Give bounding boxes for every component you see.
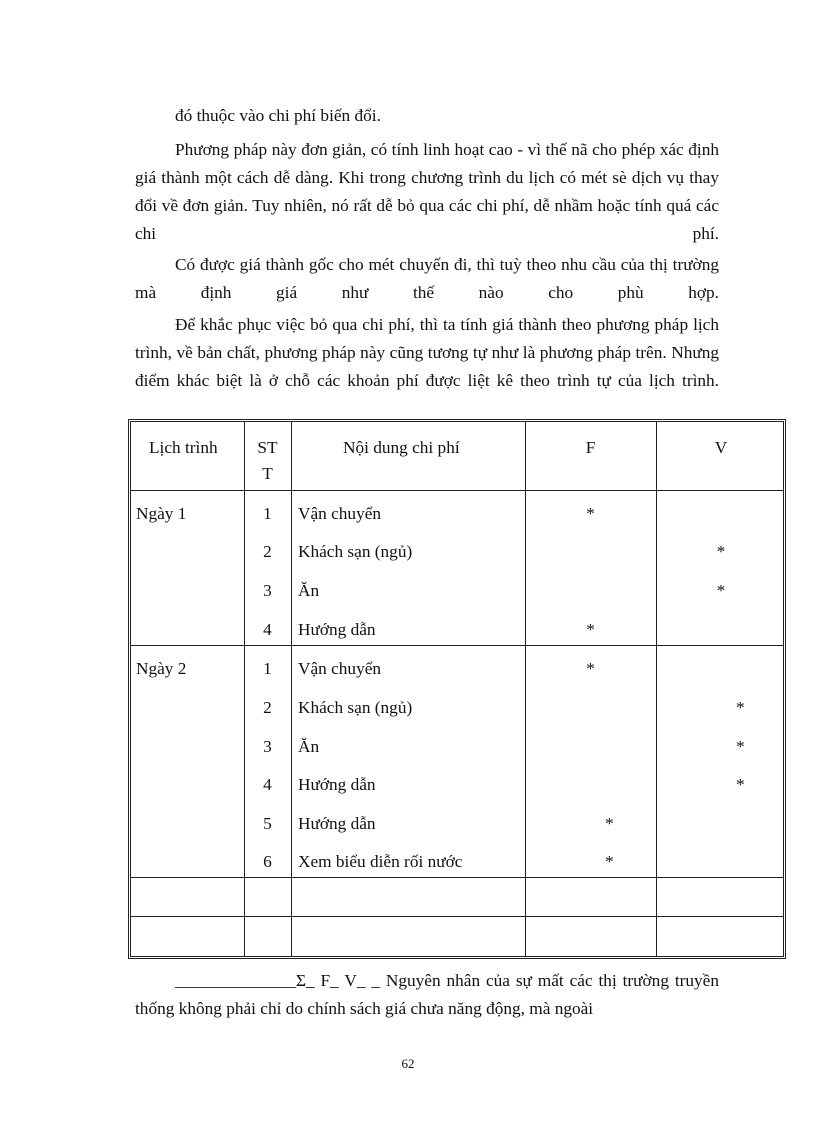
content-cell: Ăn <box>298 581 320 600</box>
content-cell: Khách sạn (ngủ) <box>298 542 413 561</box>
column-divider <box>244 422 245 956</box>
stt-cell: 6 <box>263 852 272 871</box>
stt-cell: 5 <box>263 814 272 833</box>
column-divider <box>656 422 657 956</box>
page-number: 62 <box>401 1056 415 1071</box>
v-mark: * <box>716 542 726 561</box>
content-cell: Ăn <box>298 737 320 756</box>
header-content: Nội dung chi phí <box>343 438 460 457</box>
day-label: Ngày 2 <box>136 659 187 678</box>
stt-cell: 3 <box>263 737 272 756</box>
row-divider <box>131 877 783 878</box>
header-v: V <box>714 438 728 457</box>
content-cell: Hướng dẫn <box>298 775 376 794</box>
paragraph-schedule-method: Để khắc phục việc bỏ qua chi phí, thì ta tính giá thành theo phương pháp lịch trình, về bản chất, phương pháp này cũng tương tự như là phương pháp trên. Nhưng điểm khác biệt là ở chỗ các khoản phí được liệt kê theo trình tự của lịch trình. <box>135 315 719 390</box>
v-mark: * <box>736 775 745 794</box>
row-divider <box>131 490 783 491</box>
stt-cell: 4 <box>263 620 272 639</box>
cost-table <box>128 419 786 959</box>
row-divider <box>131 645 783 646</box>
paragraph-footer-text: ______________Σ_ F_ V_ _ Nguyên nhân của sự mất các thị trường truyền thống không phải chỉ do chính sách giá chưa năng động, mà ngoài <box>135 971 719 1018</box>
stt-cell: 3 <box>263 581 272 600</box>
content-cell: Xem biểu diễn rối nước <box>298 852 463 871</box>
column-divider <box>291 422 292 956</box>
content-cell: Hướng dẫn <box>298 814 376 833</box>
content-cell: Vận chuyển <box>298 504 382 523</box>
f-mark: * <box>605 814 614 833</box>
stt-cell: 2 <box>263 698 272 717</box>
content-cell: Hướng dẫn <box>298 620 376 639</box>
f-mark: * <box>586 504 595 523</box>
paragraph-method-advantages: Phương pháp này đơn giản, có tính linh hoạt cao - vì thế nã cho phép xác định giá thành một cách dễ dàng. Khi trong chương trình du lịch có mét sè dịch vụ thay đổi về đơn giản. Tuy nhiên, nó rất dễ bỏ qua các chi phí, dễ nhầm hoặc tính quá các chi phí. <box>135 140 719 243</box>
row-divider <box>131 916 783 917</box>
header-schedule: Lịch trình <box>149 438 218 457</box>
stt-cell: 1 <box>263 659 272 678</box>
stt-cell: 4 <box>263 775 272 794</box>
content-cell: Vận chuyển <box>298 659 382 678</box>
header-stt-1: ST <box>257 438 278 457</box>
header-f: F <box>585 438 596 457</box>
stt-cell: 1 <box>263 504 272 523</box>
v-mark: * <box>736 737 745 756</box>
f-mark: * <box>586 659 595 678</box>
stt-cell: 2 <box>263 542 272 561</box>
f-mark: * <box>586 620 595 639</box>
content-cell: Khách sạn (ngủ) <box>298 698 413 717</box>
paragraph-continuation: đó thuộc vào chi phí biến đổi. <box>175 106 381 125</box>
f-mark: * <box>605 852 614 871</box>
column-divider <box>525 422 526 956</box>
header-stt-2: T <box>262 464 273 483</box>
paragraph-base-price: Có được giá thành gốc cho mét chuyến đi, thì tuỳ theo nhu cầu của thị trường mà định giá như thế nào cho phù hợp. <box>135 255 719 302</box>
v-mark: * <box>716 581 726 600</box>
v-mark: * <box>736 698 745 717</box>
day-label: Ngày 1 <box>136 504 187 523</box>
